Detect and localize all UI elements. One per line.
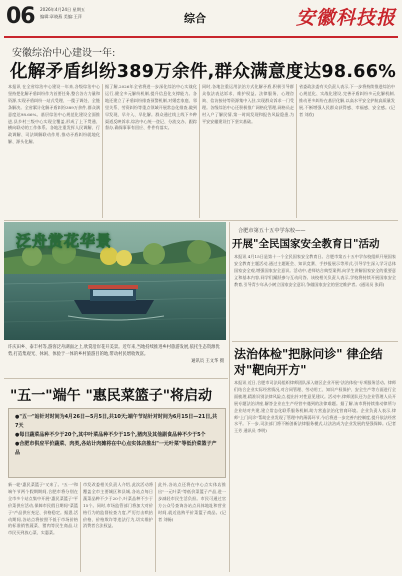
column-divider — [155, 482, 156, 572]
main-column-3: 同时,各地注重运用法治方式化解矛盾,积极引导群众依法表达诉求、维护权益。法律服务、心理咨询、信访接待等资源集中入驻,实现群众诉求一门受理。各级综治中心还积极推广网格化管理,网格员走村入户了解民情,第一时间发现和报告风险隐患,为平安安徽建设打下坚实基础。 — [202, 84, 294, 124]
bottom-column-3: 此外,各站点还将在中心点实体店推出"一元叶菜"等低价菜篮子产品,进一步减轻市民生活负担。市民可通过官方公众号查询各站点具体地址和营业时间,就近选购平价菜篮子商品。(记者 刘畅) — [158, 482, 226, 522]
caption-text: 许庆田乡、泰丰村等,游客泛舟湖面之上,欣赏沿岸花开美景。近年来,当地持续推进乡村旅游发展,依托生态资源优势,打造集观光、休闲、体验于一体的乡村旅游目的地,带动村民增收致富。 — [8, 345, 220, 358]
page-number: 06 — [6, 4, 35, 29]
bottom-headline: "五一"端午 "惠民菜篮子"将启动 — [10, 388, 213, 404]
section-divider — [4, 378, 228, 379]
right-story-2-headline: 法治体检"把脉问诊" 律企结对"靶向开方" — [234, 347, 383, 377]
right-story-1-body: 本报讯 4月15日是第十一个全民国家安全教育日。合肥市第五十五中学东校组织开展国家安全教育主题活动,通过主题班会、知识竞赛、手抄报展示等形式,引导学生深入学习总体国家安全观,增强国家安全意识。活动中,老师结合典型案例,向学生讲解国家安全的重要意义和基本内容,同学们踊跃参与互动问答。该校相关负责人表示,学校将持续开展国家安全教育,引导青少年从小树立国家安全意识,争做国家安全的坚定维护者。(通讯员 张莉) — [234, 254, 396, 287]
header-rule — [4, 36, 398, 38]
right-story-1-headline: 开展"全民国家安全教育日"活动 — [232, 238, 380, 250]
main-column-2: 据了解,2026年全省将进一步深化综治中心实战化运行,健全多元解纷机制,提升信息化支撑能力。各地还建立了矛盾纠纷排查预警机制,对婚恋家庭、邻里关系、劳资纠纷等重点领域开展常态化排查,做到早发现、早介入、早化解。群众通过线上线下多种渠道反映诉求,综治中心统一登记、分流交办、跟踪督办,确保事事有回应、件件有落实。 — [105, 84, 197, 131]
bottom-column-2: 市发改委相关负责人介绍,此次活动将覆盖全市主要城区和县城,各站点每日蔬菜品种不少于20个,叶菜品种不少于15个。同时,市场监管部门将加大对价格行为的监督检查力度,严厉打击哄抬价格、价格欺诈等违法行为,切实维护消费者合法权益。 — [83, 482, 153, 529]
column-divider — [296, 84, 297, 218]
bottom-highlights-box — [8, 408, 226, 478]
photo-title: 泛舟赏花华景 — [16, 232, 113, 250]
section-divider — [232, 341, 398, 342]
right-story-2-body: 本报讯 近日,合肥市司法局组织律师团队深入辖区企业开展"法治体检"专项服务活动。律师们结合企业实际经营情况,对合同管理、劳动用工、知识产权保护、安全生产等方面进行全面梳理,精准识别法律风险点,提出针对性意见建议。活动中,律师团队还为企业管理人员开展专题法治讲座,解答企业在生产经营中遇到的法律难题。据了解,该市将持续推动律所与企业结对共建,建立常态化联系服务机制,助力营造法治化营商环境。企业负责人表示,律师"上门问诊"帮助企业发现了管理中的薄弱环节,今后将进一步完善内控制度,提升依法经营水平。下一步,司法部门将不断创新法律服务模式,让法治成为企业发展的坚强保障。(记者 王芳 通讯员 李明) — [234, 380, 396, 434]
editor-credit: 编辑:章晓燕 美编:王萍 — [40, 14, 82, 19]
bottom-column-1: 新一轮"惠民菜篮子"又来了。"五一"和端午节两个假期期间,合肥市将分别在全市多个站点集中开展"惠民菜篮子"平价菜供应活动,保障市民假日期间"菜篮子"产品供应充足、价格稳定。据悉,活动期间,各站点将按照不低于市场价格的标准销售蔬菜、猪肉等民生商品,让市民买到放心菜、实惠菜。 — [8, 482, 78, 536]
photo-credit: 通讯员 王文华 摄 — [191, 359, 224, 365]
section-label: 综合 — [184, 12, 206, 25]
main-column-1: 本报讯 在全省综治中心建设一年来,各级综治中心坚持把化解矛盾纠纷作为首要任务,整合各方力量和资源,实现矛盾纠纷一站式受理、一揽子调处、全链条解决。全省累计化解矛盾纠纷389万余件,群众满意度达98.66%。基层综治中心规范化建设全面推进,县乡村三级中心实现全覆盖,形成了上下贯通、横向联动的工作体系。各地注重发挥人民调解、行政调解、司法调解联动作用,推动矛盾纠纷就地化解、源头化解。 — [8, 84, 100, 145]
column-divider — [102, 84, 103, 218]
highlight-item: ●每日蔬菜品种不少于20个,其中叶菜品种不少于15个,猪肉及其他副食品种不少于5个 — [15, 432, 206, 438]
photo-caption — [8, 344, 224, 366]
issue-date: 2026年4月24日 星期五 — [40, 7, 86, 12]
issue-meta — [40, 6, 160, 20]
highlight-item: ●合肥市供应平价蔬菜、肉类,各站计肉摊将在中心点实体店推出"一元叶菜"等低价菜篮子产品 — [15, 441, 217, 456]
column-divider — [229, 222, 230, 572]
main-kicker: 安徽综治中心建设一年: — [12, 48, 116, 59]
page-header — [0, 0, 402, 40]
column-divider — [80, 482, 81, 572]
masthead-logo: 安徽科技报 — [296, 7, 397, 29]
main-headline: 化解矛盾纠纷389万余件,群众满意度达98.66% — [10, 62, 397, 82]
feature-photo — [4, 222, 226, 340]
main-column-4: 省委政法委有关负责人表示,下一步将持续推进综治中心规范化、实战化建设,完善矛盾纠纷多元化解机制,推动更多纠纷在基层化解,以高水平安全护航高质量发展,不断增强人民群众获得感、幸福感、安全感。(记者 刘欣) — [299, 84, 395, 117]
column-divider — [199, 84, 200, 218]
section-divider — [4, 220, 398, 221]
highlight-item: ●"五一"站针对时间为4月26日—5月5日,共10天;端午节站针对时间为6月15日—21日,共7天 — [15, 414, 218, 429]
right-story-1-kicker: 合肥市第五十五中学东校—— — [238, 228, 306, 234]
